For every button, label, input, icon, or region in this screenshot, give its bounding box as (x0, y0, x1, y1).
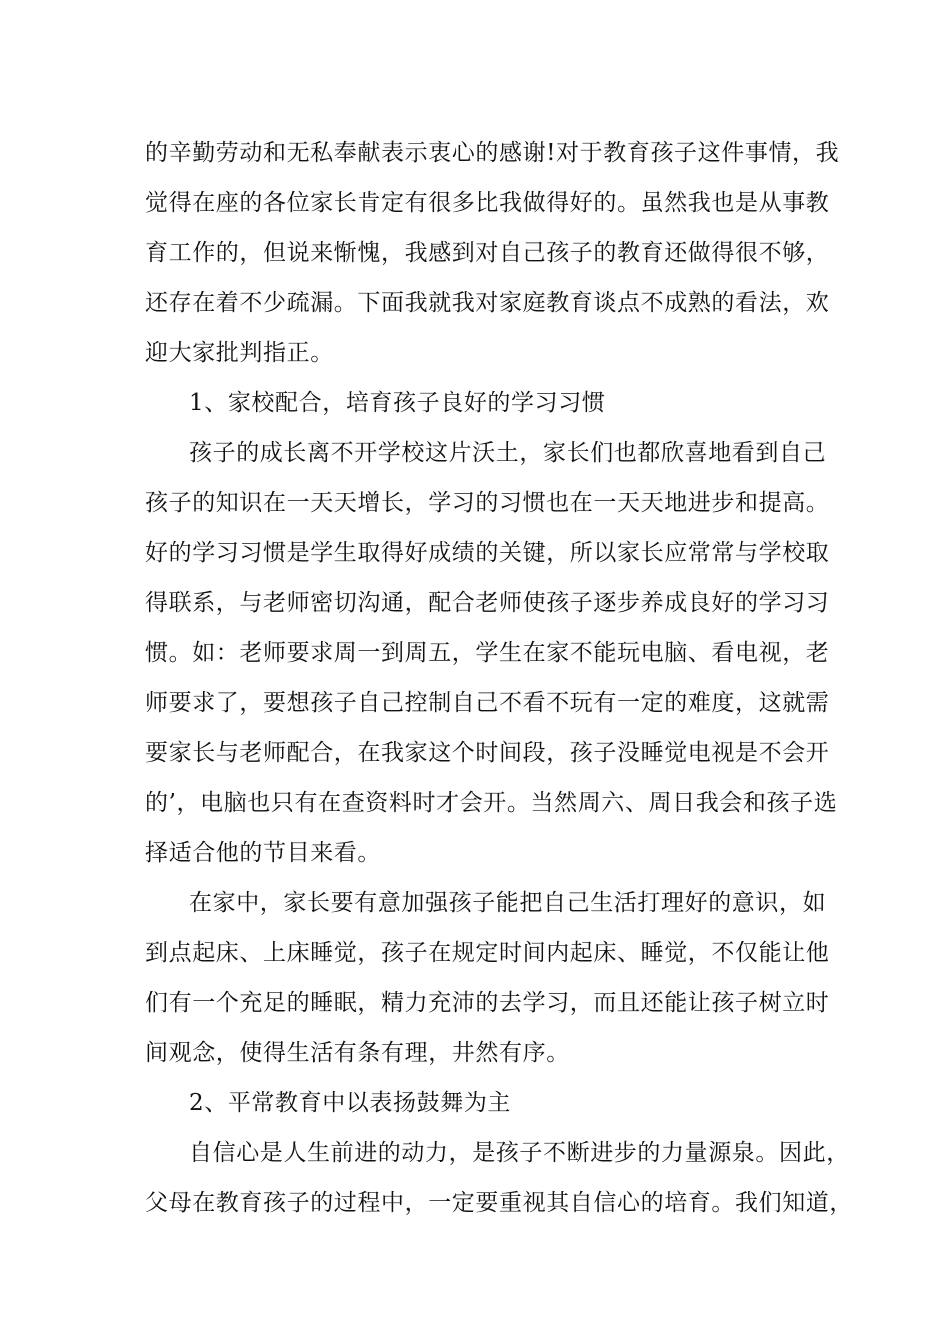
paragraph-line: 自信心是人生前进的动力，是孩子不断进步的力量源泉。因此， (189, 1140, 850, 1166)
paragraph-line: 师要求了，要想孩子自己控制自己不看不玩有一定的难度，这就需 (145, 690, 830, 716)
paragraph-line: 的辛勤劳动和无私奉献表示衷心的感谢!对于教育孩子这件事情，我 (145, 140, 840, 166)
section-heading: 1、家校配合，培育孩子良好的学习习惯 (189, 390, 606, 416)
paragraph-line: 孩子的成长离不开学校这片沃土，家长们也都欣喜地看到自己 (189, 440, 827, 466)
section-heading: 2、平常教育中以表扬鼓舞为主 (189, 1090, 512, 1116)
paragraph-line: 迎大家批判指正。 (145, 340, 334, 366)
paragraph-line: 到点起床、上床睡觉，孩子在规定时间内起床、睡觉，不仅能让他 (145, 940, 830, 966)
paragraph-line: 择适合他的节目来看。 (145, 840, 381, 866)
paragraph-line: 好的学习习惯是学生取得好成绩的关键，所以家长应常常与学校取 (145, 540, 830, 566)
paragraph-line: 育工作的，但说来惭愧，我感到对自己孩子的教育还做得很不够， (145, 240, 830, 266)
paragraph-line: 在家中，家长要有意加强孩子能把自己生活打理好的意识，如 (189, 890, 827, 916)
paragraph-line: 孩子的知识在一天天增长，学习的习惯也在一天天地进步和提高。 (145, 490, 830, 516)
paragraph-line: 惯。如：老师要求周一到周五，学生在家不能玩电脑、看电视，老 (145, 640, 830, 666)
paragraph-line: 要家长与老师配合，在我家这个时间段，孩子没睡觉电视是不会开 (145, 740, 830, 766)
paragraph-line: 得联系，与老师密切沟通，配合老师使孩子逐步养成良好的学习习 (145, 590, 830, 616)
paragraph-line: 父母在教育孩子的过程中，一定要重视其自信心的培育。我们知道， (145, 1190, 853, 1216)
paragraph-line: 觉得在座的各位家长肯定有很多比我做得好的。虽然我也是从事教 (145, 190, 830, 216)
paragraph-line: 们有一个充足的睡眠，精力充沛的去学习，而且还能让孩子树立时 (145, 990, 830, 1016)
paragraph-line: 的’，电脑也只有在查资料时才会开。当然周六、周日我会和孩子选 (145, 790, 838, 816)
paragraph-line: 间观念，使得生活有条有理，井然有序。 (145, 1040, 570, 1066)
paragraph-line: 还存在着不少疏漏。下面我就我对家庭教育谈点不成熟的看法，欢 (145, 290, 830, 316)
